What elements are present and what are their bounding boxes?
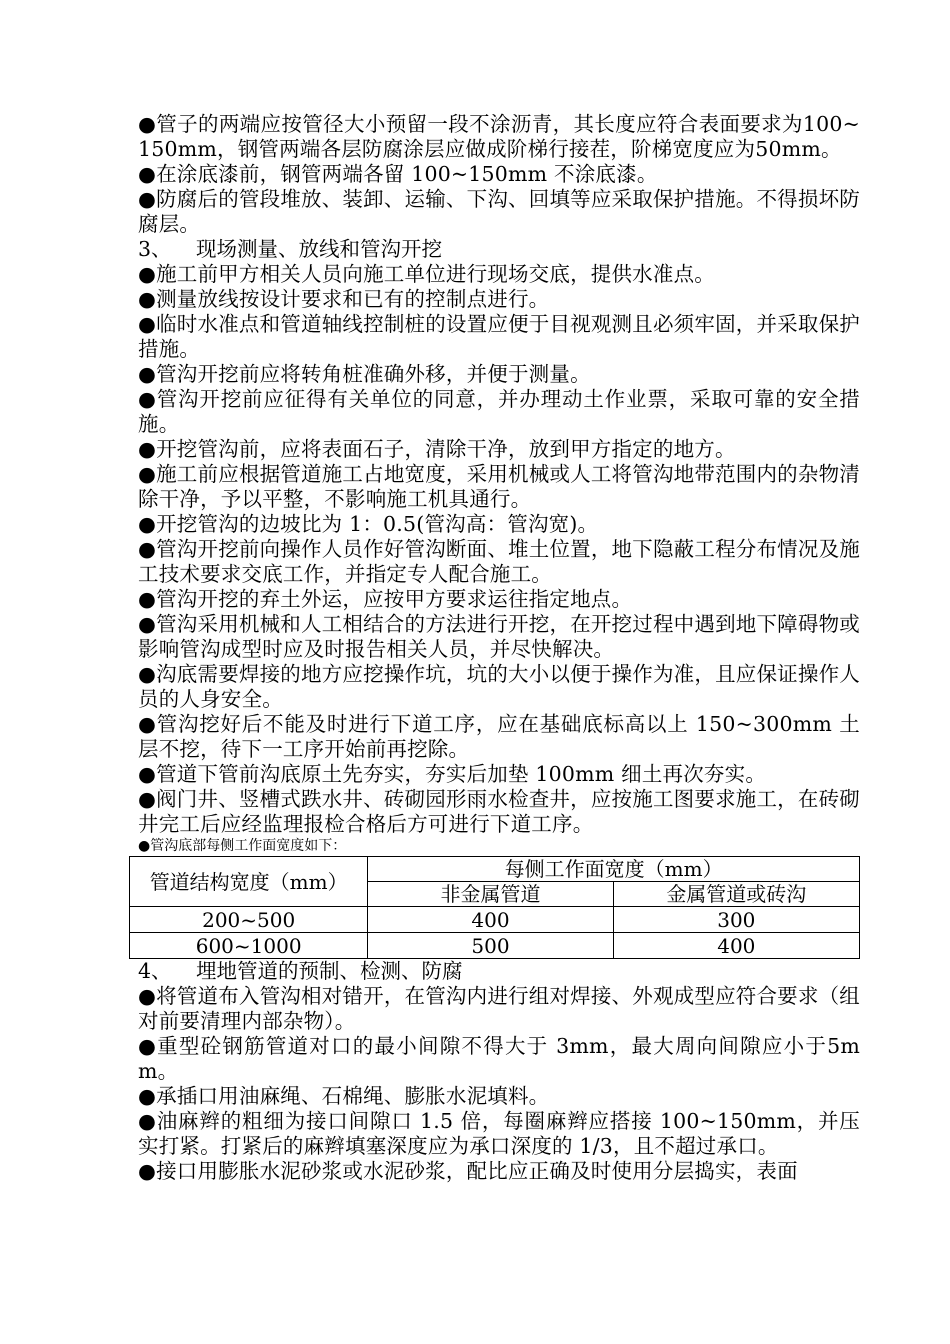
paragraph: ●施工前应根据管道施工占地宽度，采用机械或人工将管沟地带范围内的杂物清除干净，予以平整，不影响施工机具通行。: [138, 462, 860, 511]
paragraph: ●管沟开挖前应征得有关单位的同意，并办理动土作业票，采取可靠的安全措施。: [138, 387, 860, 436]
paragraph: ●承插口用油麻绳、石棉绳、膨胀水泥填料。: [138, 1084, 550, 1108]
paragraph: ●油麻辫的粗细为接口间隙口 1.5 倍，每圈麻辫应搭接 100~150mm，并压实打紧。打紧后的麻辫填塞深度应为承口深度的 1/3，且不超过承口。: [138, 1109, 860, 1158]
table-header-row: [130, 857, 860, 882]
section-number: 4、: [138, 959, 172, 983]
paragraph: ●临时水准点和管道轴线控制桩的设置应便于目视观测且必须牢固，并采取保护措施。: [138, 312, 860, 361]
table-row: [130, 907, 860, 933]
paragraph: ●防腐后的管段堆放、装卸、运输、下沟、回填等应采取保护措施。不得损坏防腐层。: [138, 187, 860, 236]
paragraph: ●开挖管沟前，应将表面石子，清除干净，放到甲方指定的地方。: [138, 437, 736, 461]
table-cell: 400: [368, 907, 613, 933]
paragraph: ●在涂底漆前，钢管两端各留 100~150mm 不涂底漆。: [138, 162, 658, 186]
section-heading-4: [138, 959, 860, 984]
table-header-cell: 管道结构宽度（mm）: [130, 857, 368, 907]
work-width-table: [129, 856, 860, 959]
table-header-cell: 金属管道或砖沟: [613, 882, 859, 907]
paragraph: ●管沟开挖的弃土外运，应按甲方要求运往指定地点。: [138, 587, 633, 611]
paragraph: ●沟底需要焊接的地方应挖操作坑，坑的大小以便于操作为准，且应保证操作人员的人身安全。: [138, 662, 860, 711]
paragraph: ●将管道布入管沟相对错开，在管沟内进行组对焊接、外观成型应符合要求（组对前要清理内部杂物）。: [138, 984, 860, 1033]
table-cell: 400: [613, 933, 859, 959]
paragraph: ●管道下管前沟底原土先夯实，夯实后加垫 100mm 细土再次夯实。: [138, 762, 767, 786]
table-cell: 500: [368, 933, 613, 959]
paragraph: ●管子的两端应按管径大小预留一段不涂沥青，其长度应符合表面要求为100~150mm，钢管两端各层防腐涂层应做成阶梯行接茬，阶梯宽度应为50mm。: [138, 112, 860, 161]
document-page: [138, 112, 860, 1184]
paragraph: ●管沟开挖前应将转角桩准确外移，并便于测量。: [138, 362, 591, 386]
paragraph: ●重型砼钢筋管道对口的最小间隙不得大于 3mm，最大周向间隙应小于5mm。: [138, 1034, 860, 1083]
table-caption: ●管沟底部每侧工作面宽度如下：: [138, 838, 347, 854]
table-cell: 300: [613, 907, 859, 933]
paragraph: ●开挖管沟的边坡比为 1：0.5(管沟高：管沟宽)。: [138, 512, 599, 536]
paragraph-group-4: [138, 984, 860, 1184]
paragraph: ●管沟开挖前向操作人员作好管沟断面、堆土位置，地下隐蔽工程分布情况及施工技术要求交底工作，并指定专人配合施工。: [138, 537, 860, 586]
paragraph: ●接口用膨胀水泥砂浆或水泥砂浆，配比应正确及时使用分层捣实，表面: [138, 1159, 798, 1183]
section-title: 埋地管道的预制、检测、防腐: [196, 959, 463, 983]
table-header-cell: 非金属管道: [368, 882, 613, 907]
section-heading-3: [138, 237, 860, 262]
table-row: [130, 933, 860, 959]
table-cell: 200~500: [130, 907, 368, 933]
paragraph-group-1: [138, 112, 860, 237]
section-number: 3、: [138, 237, 172, 261]
paragraph: ●阀门井、竖槽式跌水井、砖砌园形雨水检查井，应按施工图要求施工，在砖砌井完工后应经监理报检合格后方可进行下道工序。: [138, 787, 860, 836]
paragraph: ●管沟挖好后不能及时进行下道工序，应在基础底标高以上 150~300mm 土层不挖，待下一工序开始前再挖除。: [138, 712, 860, 761]
paragraph: ●施工前甲方相关人员向施工单位进行现场交底，提供水准点。: [138, 262, 715, 286]
paragraph-group-3: [138, 262, 860, 837]
table-cell: 600~1000: [130, 933, 368, 959]
paragraph: ●管沟采用机械和人工相结合的方法进行开挖，在开挖过程中遇到地下障碍物或影响管沟成型时应及时报告相关人员，并尽快解决。: [138, 612, 860, 661]
table-header-cell: 每侧工作面宽度（mm）: [368, 857, 860, 882]
section-title: 现场测量、放线和管沟开挖: [196, 237, 442, 261]
paragraph: ●测量放线按设计要求和已有的控制点进行。: [138, 287, 550, 311]
